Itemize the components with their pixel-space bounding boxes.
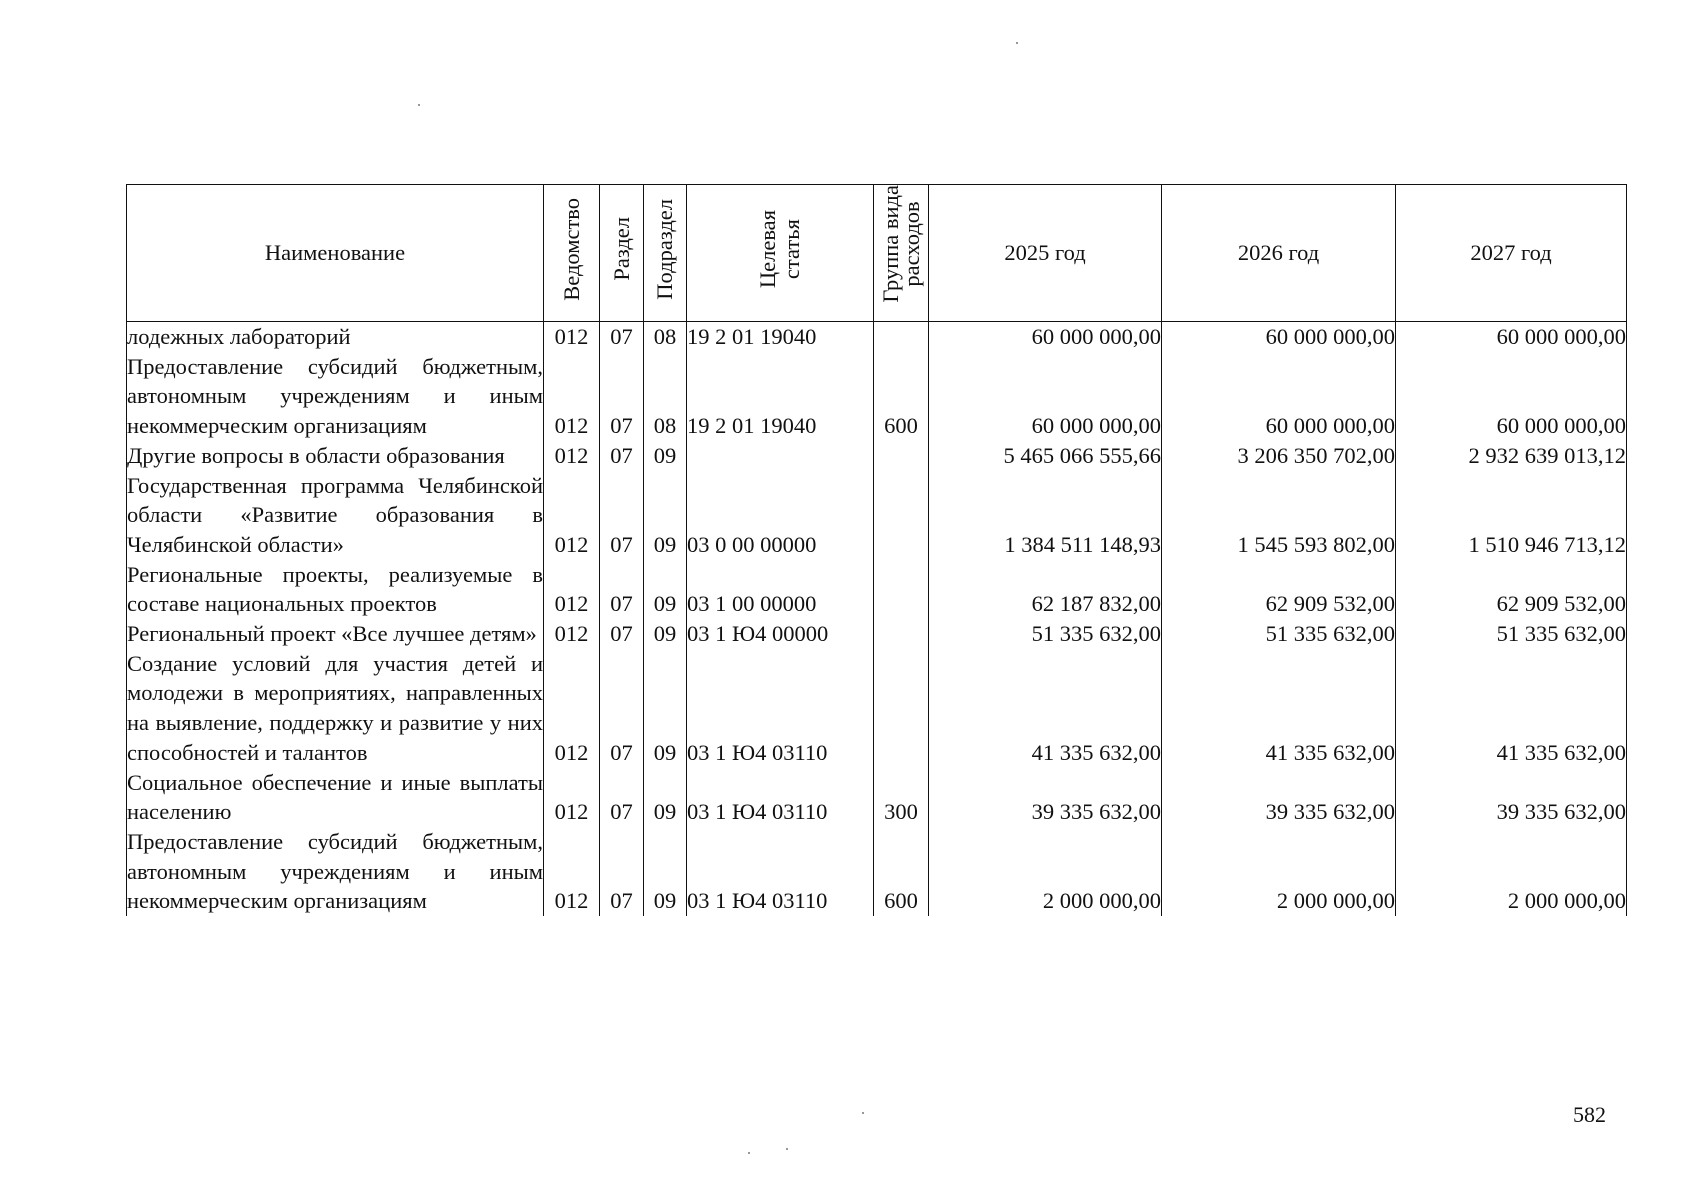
row-amount-2027: 51 335 632,00 <box>1396 619 1627 649</box>
row-target-article: 03 1 Ю4 00000 <box>687 619 874 649</box>
row-amount-2026: 60 000 000,00 <box>1162 322 1396 352</box>
row-subsection: 09 <box>644 441 687 471</box>
row-amount-2025: 39 335 632,00 <box>929 768 1162 827</box>
row-amount-2026: 60 000 000,00 <box>1162 352 1396 441</box>
header-subsection: Подраздел <box>644 185 687 322</box>
row-expense-group <box>874 471 929 560</box>
row-target-article: 19 2 01 19040 <box>687 322 874 352</box>
row-amount-2026: 41 335 632,00 <box>1162 649 1396 768</box>
row-amount-2025: 51 335 632,00 <box>929 619 1162 649</box>
row-amount-2026: 62 909 532,00 <box>1162 560 1396 619</box>
row-name: Предоставление субсидий бюджетным, автономным учреждениям и иным некоммерческим организациям <box>127 827 544 916</box>
row-expense-group <box>874 322 929 352</box>
row-department: 012 <box>544 827 600 916</box>
scan-speck <box>1016 42 1018 44</box>
row-expense-group <box>874 441 929 471</box>
row-target-article: 19 2 01 19040 <box>687 352 874 441</box>
scan-speck <box>748 1152 750 1154</box>
row-amount-2027: 41 335 632,00 <box>1396 649 1627 768</box>
row-section: 07 <box>600 560 644 619</box>
row-department: 012 <box>544 352 600 441</box>
row-section: 07 <box>600 768 644 827</box>
row-amount-2025: 5 465 066 555,66 <box>929 441 1162 471</box>
row-subsection: 09 <box>644 827 687 916</box>
row-amount-2026: 2 000 000,00 <box>1162 827 1396 916</box>
table-header-row <box>127 185 1627 322</box>
table-row <box>127 649 1627 768</box>
header-name: Наименование <box>127 185 544 322</box>
row-amount-2025: 62 187 832,00 <box>929 560 1162 619</box>
row-subsection: 09 <box>644 649 687 768</box>
row-department: 012 <box>544 471 600 560</box>
row-amount-2027: 1 510 946 713,12 <box>1396 471 1627 560</box>
table-row <box>127 352 1627 441</box>
row-amount-2027: 62 909 532,00 <box>1396 560 1627 619</box>
header-year-2027: 2027 год <box>1396 185 1627 322</box>
row-section: 07 <box>600 649 644 768</box>
row-name: Предоставление субсидий бюджетным, автономным учреждениям и иным некоммерческим организациям <box>127 352 544 441</box>
row-expense-group: 600 <box>874 352 929 441</box>
row-name: Другие вопросы в области образования <box>127 441 544 471</box>
row-department: 012 <box>544 768 600 827</box>
row-amount-2025: 41 335 632,00 <box>929 649 1162 768</box>
row-expense-group <box>874 619 929 649</box>
row-subsection: 08 <box>644 322 687 352</box>
row-subsection: 08 <box>644 352 687 441</box>
row-subsection: 09 <box>644 471 687 560</box>
table-row <box>127 322 1627 352</box>
table-row <box>127 768 1627 827</box>
row-amount-2026: 51 335 632,00 <box>1162 619 1396 649</box>
table-row <box>127 471 1627 560</box>
table-row <box>127 619 1627 649</box>
row-amount-2027: 2 000 000,00 <box>1396 827 1627 916</box>
row-amount-2026: 3 206 350 702,00 <box>1162 441 1396 471</box>
row-name: Региональный проект «Все лучшее детям» <box>127 619 544 649</box>
row-department: 012 <box>544 560 600 619</box>
row-name: лодежных лабораторий <box>127 322 544 352</box>
header-target-article: Целевая статья <box>687 185 874 322</box>
row-target-article: 03 0 00 00000 <box>687 471 874 560</box>
row-target-article: 03 1 00 00000 <box>687 560 874 619</box>
row-amount-2025: 1 384 511 148,93 <box>929 471 1162 560</box>
table-row <box>127 441 1627 471</box>
row-amount-2027: 60 000 000,00 <box>1396 352 1627 441</box>
row-name: Государственная программа Челябинской области «Развитие образования в Челябинской области» <box>127 471 544 560</box>
row-department: 012 <box>544 322 600 352</box>
table-row <box>127 827 1627 916</box>
row-section: 07 <box>600 619 644 649</box>
table-row <box>127 560 1627 619</box>
row-amount-2027: 60 000 000,00 <box>1396 322 1627 352</box>
row-amount-2027: 39 335 632,00 <box>1396 768 1627 827</box>
row-department: 012 <box>544 441 600 471</box>
row-subsection: 09 <box>644 560 687 619</box>
row-amount-2026: 39 335 632,00 <box>1162 768 1396 827</box>
row-name: Региональные проекты, реализуемые в составе национальных проектов <box>127 560 544 619</box>
row-department: 012 <box>544 649 600 768</box>
row-amount-2026: 1 545 593 802,00 <box>1162 471 1396 560</box>
row-section: 07 <box>600 352 644 441</box>
scan-speck <box>786 1148 788 1150</box>
row-name: Социальное обеспечение и иные выплаты населению <box>127 768 544 827</box>
row-section: 07 <box>600 441 644 471</box>
row-target-article: 03 1 Ю4 03110 <box>687 827 874 916</box>
header-section: Раздел <box>600 185 644 322</box>
row-target-article: 03 1 Ю4 03110 <box>687 649 874 768</box>
scan-speck <box>418 104 420 106</box>
row-subsection: 09 <box>644 619 687 649</box>
header-expense-group: Группа вида расходов <box>874 185 929 322</box>
header-department: Ведомство <box>544 185 600 322</box>
row-expense-group <box>874 560 929 619</box>
row-expense-group: 600 <box>874 827 929 916</box>
row-target-article: 03 1 Ю4 03110 <box>687 768 874 827</box>
budget-table <box>126 184 1627 916</box>
row-amount-2027: 2 932 639 013,12 <box>1396 441 1627 471</box>
row-section: 07 <box>600 471 644 560</box>
row-amount-2025: 60 000 000,00 <box>929 322 1162 352</box>
row-subsection: 09 <box>644 768 687 827</box>
page-number: 582 <box>1573 1102 1606 1127</box>
row-target-article <box>687 441 874 471</box>
row-amount-2025: 60 000 000,00 <box>929 352 1162 441</box>
header-year-2025: 2025 год <box>929 185 1162 322</box>
row-expense-group: 300 <box>874 768 929 827</box>
row-expense-group <box>874 649 929 768</box>
row-name: Создание условий для участия детей и молодежи в мероприятиях, направленных на выявление, поддержку и развитие у них способностей и талантов <box>127 649 544 768</box>
row-section: 07 <box>600 322 644 352</box>
row-department: 012 <box>544 619 600 649</box>
header-year-2026: 2026 год <box>1162 185 1396 322</box>
row-section: 07 <box>600 827 644 916</box>
row-amount-2025: 2 000 000,00 <box>929 827 1162 916</box>
scan-speck <box>862 1112 864 1114</box>
